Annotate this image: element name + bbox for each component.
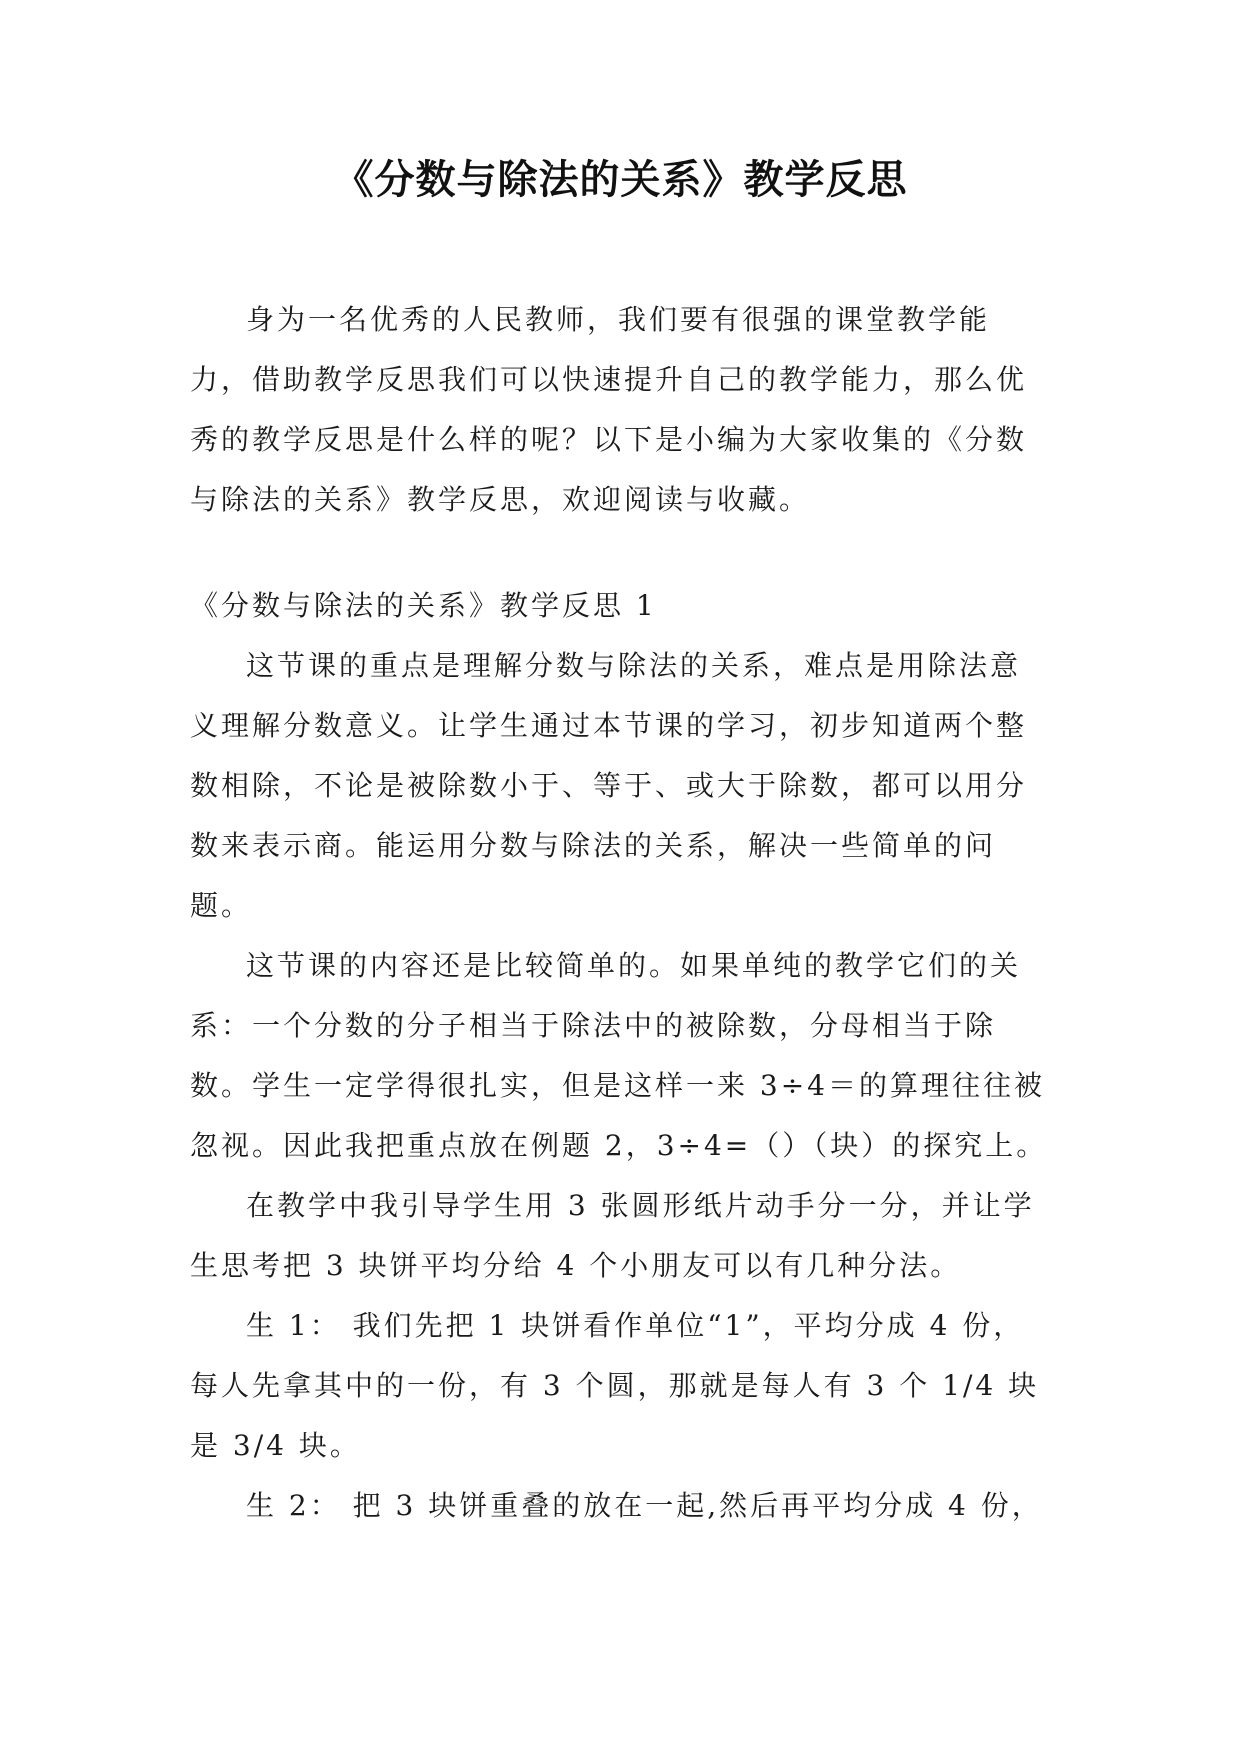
body-paragraph: 生 2： 把 3 块饼重叠的放在一起,然后再平均分成 4 份， (246, 1489, 1043, 1522)
body-paragraph: 这节课的内容还是比较简单的。如果单纯的教学它们的关系：一个分数的分子相当于除法中的被除数，分母相当于除数。学生一定学得很扎实，但是这样一来 3÷4＝的算理往往被忽视。因此我把重点放在例题 2，3÷4=（）（块）的探究上。 (190, 949, 1048, 1162)
document-body (190, 290, 1050, 1536)
body-paragraph: 生 1： 我们先把 1 块饼看作单位“1”，平均分成 4 份，每人先拿其中的一份，有 3 个圆，那就是每人有 3 个 1/4 块是 3/4 块。 (190, 1309, 1040, 1462)
document-title: 《分数与除法的关系》教学反思 (333, 157, 908, 203)
body-paragraph: 这节课的重点是理解分数与除法的关系，难点是用除法意义理解分数意义。让学生通过本节课的学习，初步知道两个整数相除，不论是被除数小于、等于、或大于除数，都可以用分数来表示商。能运用分数与除法的关系，解决一些简单的问题。 (190, 649, 1028, 922)
body-paragraph: 在教学中我引导学生用 3 张圆形纸片动手分一分，并让学生思考把 3 块饼平均分给 4 个小朋友可以有几种分法。 (190, 1189, 1035, 1282)
intro-paragraph: 身为一名优秀的人民教师，我们要有很强的课堂教学能力，借助教学反思我们可以快速提升自己的教学能力，那么优秀的教学反思是什么样的呢？以下是小编为大家收集的《分数与除法的关系》教学反思，欢迎阅读与收藏。 (190, 303, 1028, 516)
section-heading: 《分数与除法的关系》教学反思 1 (190, 589, 657, 622)
